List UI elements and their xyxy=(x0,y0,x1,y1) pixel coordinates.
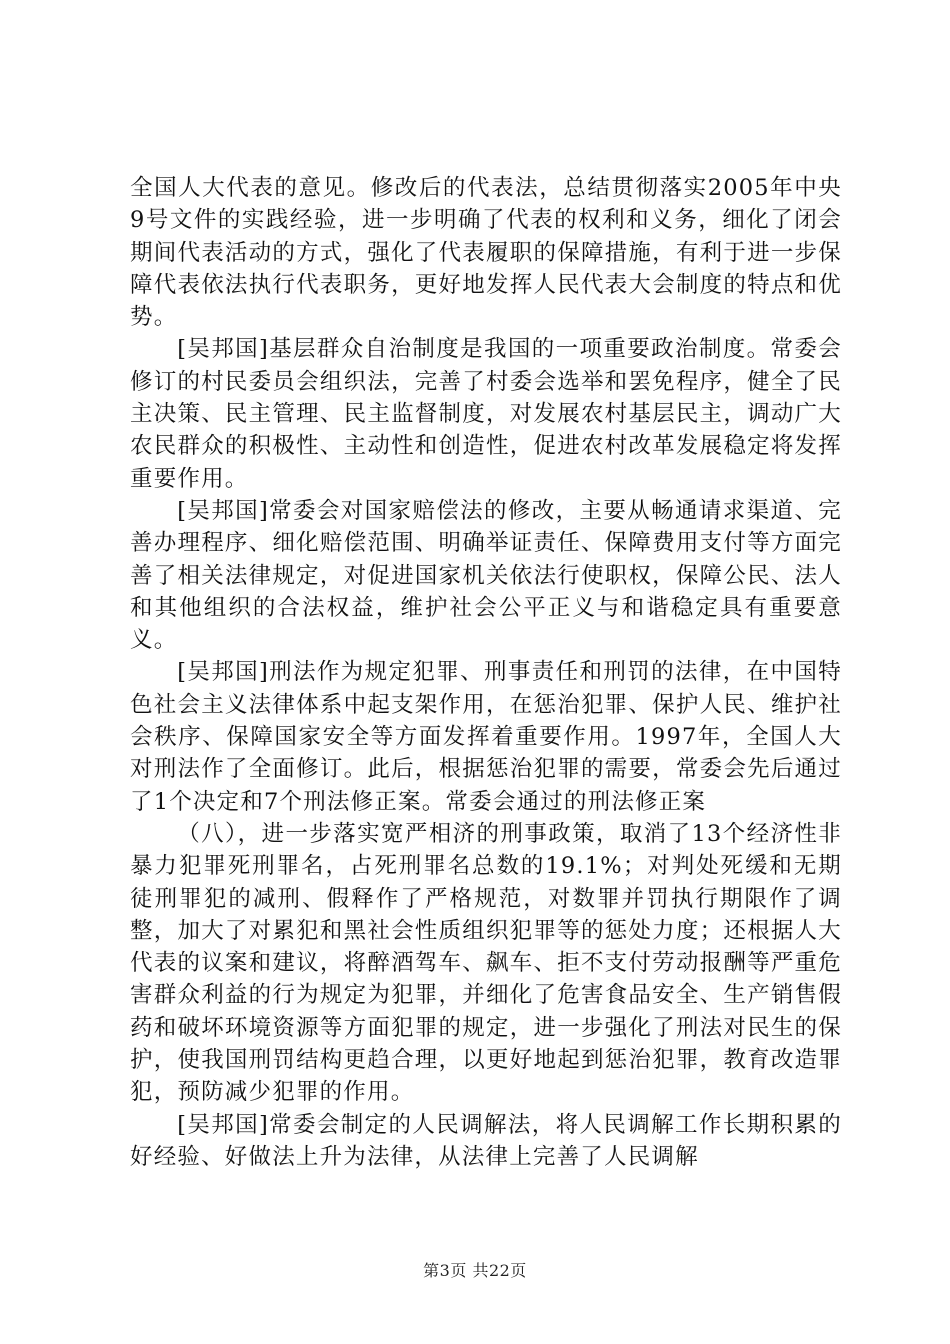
paragraph: [吴邦国]刑法作为规定犯罪、刑事责任和刑罚的法律，在中国特色社会主义法律体系中起支架作用，在惩治犯罪、保护人民、维护社会秩序、保障国家安全等方面发挥着重要作用。1997年，全国人大对刑法作了全面修订。此后，根据惩治犯罪的需要，常委会先后通过了1个决定和7个刑法修正案。常委会通过的刑法修正案 xyxy=(130,659,842,815)
document-body xyxy=(130,172,842,1173)
paragraph: （八），进一步落实宽严相济的刑事政策，取消了13个经济性非暴力犯罪死刑罪名，占死刑罪名总数的19.1%；对判处死缓和无期徒刑罪犯的减刑、假释作了严格规范，对数罪并罚执行期限作了调整，加大了对累犯和黑社会性质组织犯罪等的惩处力度；还根据人大代表的议案和建议，将醉酒驾车、飙车、拒不支付劳动报酬等严重危害群众利益的行为规定为犯罪，并细化了危害食品安全、生产销售假药和破坏环境资源等方面犯罪的规定，进一步强化了刑法对民生的保护，使我国刑罚结构更趋合理，以更好地起到惩治犯罪，教育改造罪犯，预防减少犯罪的作用。 xyxy=(130,820,842,1106)
paragraph: [吴邦国]常委会制定的人民调解法，将人民调解工作长期积累的好经验、好做法上升为法律，从法律上完善了人民调解 xyxy=(130,1111,842,1170)
paragraph: [吴邦国]基层群众自治制度是我国的一项重要政治制度。常委会修订的村民委员会组织法，完善了村委会选举和罢免程序，健全了民主决策、民主管理、民主监督制度，对发展农村基层民主，调动广大农民群众的积极性、主动性和创造性，促进农村改革发展稳定将发挥重要作用。 xyxy=(130,336,842,492)
paragraph: 全国人大代表的意见。修改后的代表法，总结贯彻落实2005年中央9号文件的实践经验，进一步明确了代表的权利和义务，细化了闭会期间代表活动的方式，强化了代表履职的保障措施，有利于进一步保障代表依法执行代表职务，更好地发挥人民代表大会制度的特点和优势。 xyxy=(130,175,842,331)
paragraph: [吴邦国]常委会对国家赔偿法的修改，主要从畅通请求渠道、完善办理程序、细化赔偿范围、明确举证责任、保障费用支付等方面完善了相关法律规定，对促进国家机关依法行使职权，保障公民、法人和其他组织的合法权益，维护社会公平正义与和谐稳定具有重要意义。 xyxy=(130,497,842,654)
page-number-footer: 第3页 共22页 xyxy=(423,1261,527,1280)
